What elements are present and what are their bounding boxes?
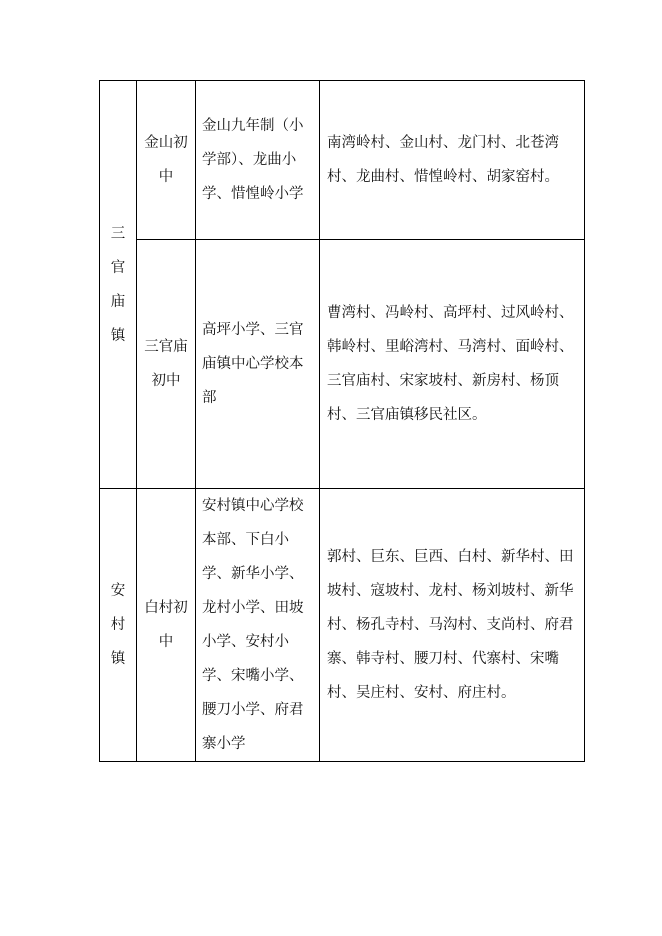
middle-school-cell: [137, 489, 196, 762]
middle-school-name: 金山初中: [144, 135, 188, 185]
villages-list: 南湾岭村、金山村、龙门村、北苍湾村、龙曲村、惜惶岭村、胡家窑村。: [327, 135, 559, 185]
middle-school-name: 白村初中: [144, 600, 188, 650]
middle-school-cell: [137, 81, 196, 240]
town-name: 三官庙镇: [110, 225, 126, 344]
middle-school-name: 三官庙初中: [144, 339, 188, 389]
primary-schools-list: 高坪小学、三官庙镇中心学校本部: [202, 322, 304, 406]
primary-schools-list: 安村镇中心学校本部、下白小学、新华小学、龙村小学、田坡小学、安村小学、宋嘴小学、腰刀小学、府君寨小学: [202, 498, 304, 752]
primary-schools-cell: [196, 240, 320, 489]
primary-schools-list: 金山九年制（小学部）、龙曲小学、惜惶岭小学: [202, 118, 304, 202]
table-row: [100, 240, 585, 489]
town-cell-ancun: [100, 489, 137, 762]
villages-cell: [320, 240, 585, 489]
villages-cell: [320, 81, 585, 240]
town-cell-sanguanmiao: [100, 81, 137, 489]
villages-cell: [320, 489, 585, 762]
middle-school-cell: [137, 240, 196, 489]
school-district-table: [99, 80, 585, 762]
table-row: [100, 81, 585, 240]
villages-list: 郭村、巨东、巨西、白村、新华村、田坡村、寇坡村、龙村、杨刘坡村、新华村、杨孔寺村、马沟村、支尚村、府君寨、韩寺村、腰刀村、代寨村、宋嘴村、吴庄村、安村、府庄村。: [327, 549, 574, 701]
table-row: [100, 489, 585, 762]
town-name: 安村镇: [110, 583, 126, 667]
primary-schools-cell: [196, 81, 320, 240]
primary-schools-cell: [196, 489, 320, 762]
villages-list: 曹湾村、冯岭村、高坪村、过风岭村、韩岭村、里峪湾村、马湾村、面岭村、三官庙村、宋家坡村、新房村、杨顶村、三官庙镇移民社区。: [327, 305, 574, 423]
